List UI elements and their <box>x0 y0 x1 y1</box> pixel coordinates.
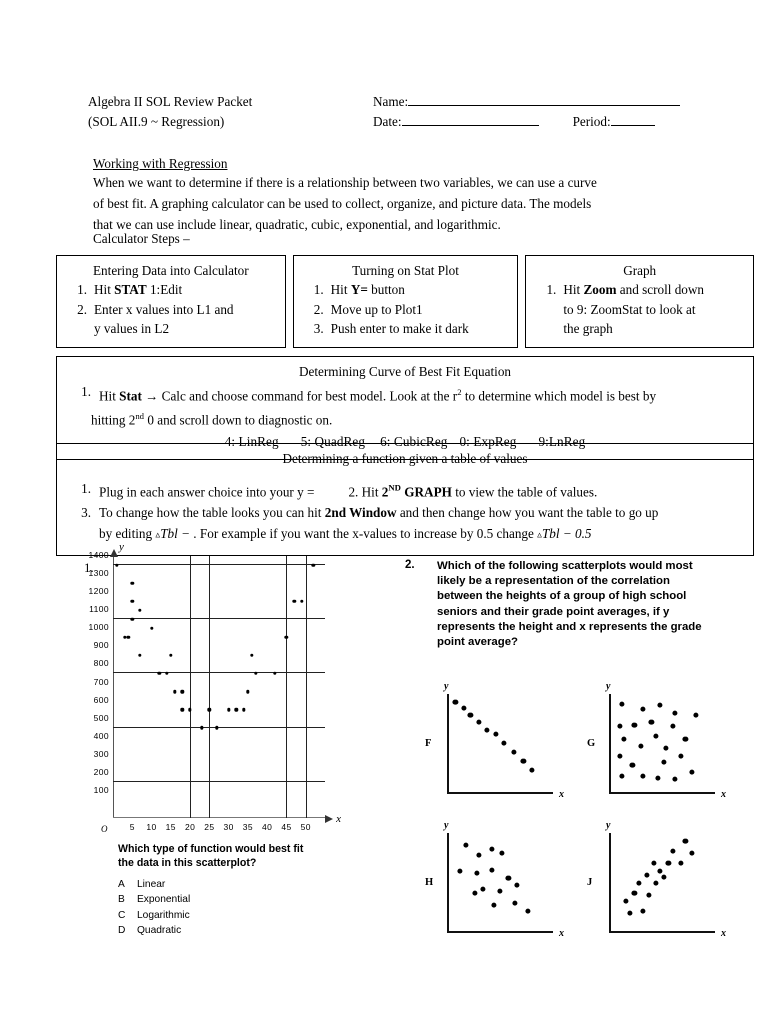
data-point <box>678 860 683 865</box>
data-point <box>453 699 458 704</box>
best-fit-title: Determining Curve of Best Fit Equation <box>298 364 512 379</box>
box-entering-data <box>56 255 286 348</box>
data-point <box>457 868 462 873</box>
y-tick-label: 900 <box>93 640 109 651</box>
delta-icon: ▵ <box>155 530 161 541</box>
delta-tbl-2: Tbl − 0.5 <box>541 526 592 542</box>
data-point <box>476 719 481 724</box>
y-axis <box>609 833 611 933</box>
box-title: Graph <box>623 263 657 278</box>
step-keyword: Y= <box>350 282 368 297</box>
data-point <box>285 636 288 639</box>
choice-letter: C <box>118 909 126 921</box>
step-number: 1. <box>546 282 557 297</box>
y-axis <box>609 694 611 794</box>
period-field[interactable] <box>611 112 655 126</box>
list-item <box>300 300 512 320</box>
data-point <box>468 712 473 717</box>
y-axis-arrow-icon <box>110 549 118 557</box>
step-text <box>94 300 279 320</box>
step-text <box>94 280 279 300</box>
intro-line-2: of best fit. A graphing calculator can be used to collect, organize, and picture data. The models <box>93 196 592 211</box>
data-point <box>672 776 677 781</box>
step-number: 2. <box>313 301 324 317</box>
step-number: 1. <box>81 481 91 496</box>
y-tick-label: 500 <box>93 712 109 723</box>
x-tick-label: 5 <box>129 822 135 832</box>
y-tick-label: 1200 <box>88 586 109 597</box>
ordinal-sup: nd <box>135 411 145 422</box>
data-point <box>188 708 191 711</box>
list-item <box>300 319 512 339</box>
ordinal-sup: ND <box>388 483 401 493</box>
data-point <box>472 890 477 895</box>
box-stat-plot <box>293 255 519 348</box>
step-text <box>99 502 658 523</box>
calculator-steps-boxes <box>56 255 754 348</box>
step-pre: Plug in each answer choice into your y = <box>99 484 315 500</box>
y-axis <box>447 833 449 933</box>
date-field[interactable] <box>402 112 539 126</box>
question-1-scatterplot <box>88 541 341 834</box>
data-point <box>169 654 172 657</box>
name-label: Name: <box>373 94 409 109</box>
name-field[interactable] <box>408 92 680 106</box>
data-point <box>150 627 153 630</box>
step-mid: → Calc and choose command for best model. Look at the r <box>141 388 458 404</box>
choice-a[interactable] <box>118 877 343 892</box>
step-number: 1. <box>81 384 91 399</box>
data-point <box>525 908 530 913</box>
data-point <box>165 672 168 675</box>
step-text: Move up to Plot1 <box>330 301 423 317</box>
data-point <box>689 769 694 774</box>
box-title: Turning on Stat Plot <box>352 263 459 278</box>
option-letter: J <box>587 877 593 888</box>
y-axis <box>113 556 114 818</box>
choice-letter: B <box>118 894 125 906</box>
step-pre: hitting 2 <box>91 412 136 428</box>
data-point <box>645 872 650 877</box>
option-letter: F <box>425 738 432 749</box>
step-pre: by editing <box>99 526 156 542</box>
step-pre: To change how the table looks you can hit <box>99 505 325 521</box>
y-tick-label: 1400 <box>88 550 109 561</box>
step-text: Push enter to make it dark <box>330 321 469 336</box>
gridline-vertical <box>190 556 191 818</box>
y-tick-label: 100 <box>93 784 109 795</box>
data-point <box>653 733 658 738</box>
data-point <box>181 690 184 693</box>
reg-expreg: 0: ExpReg <box>459 433 517 449</box>
data-point <box>215 726 218 729</box>
step-keyword: Zoom <box>583 282 617 297</box>
packet-title-line2: (SOL AII.9 ~ Regression) <box>88 114 225 129</box>
prompt-line-2: the data in this scatterplot? <box>118 856 257 869</box>
box-table-of-values <box>56 443 754 556</box>
data-point <box>693 712 698 717</box>
delta-tbl-1: Tbl − <box>160 526 190 542</box>
gridline-horizontal <box>113 672 325 673</box>
prompt-line-1: Which type of function would best fit <box>118 843 304 855</box>
x-tick-label: 15 <box>165 822 176 832</box>
data-point <box>131 599 134 602</box>
y-tick-label: 800 <box>93 658 109 669</box>
step-text <box>99 382 656 406</box>
step-number: 1. <box>313 282 324 297</box>
step-post: 0 and scroll down to diagnostic on. <box>144 412 333 428</box>
data-point <box>683 838 688 843</box>
option-j-scatterplot[interactable] <box>587 820 726 939</box>
step-keyword-2: GRAPH <box>400 484 452 500</box>
data-point <box>617 723 622 728</box>
data-point <box>491 902 496 907</box>
x-axis-label: x <box>721 789 726 800</box>
data-point <box>461 705 466 710</box>
gridline-horizontal <box>113 727 325 728</box>
step-mid: 2. Hit <box>348 484 382 500</box>
x-axis-label: x <box>721 928 726 939</box>
data-point <box>489 846 494 851</box>
data-point <box>489 867 494 872</box>
option-letter: G <box>587 738 596 749</box>
step-pre: Hit <box>330 282 351 297</box>
data-point <box>200 726 203 729</box>
data-point <box>521 758 526 763</box>
step-pre: Hit <box>94 282 115 297</box>
x-tick-label: 30 <box>223 822 234 832</box>
data-point <box>131 581 134 584</box>
data-point <box>689 850 694 855</box>
data-point <box>506 875 511 880</box>
data-point <box>640 706 645 711</box>
x-tick-label: 35 <box>242 822 254 832</box>
data-point <box>670 723 675 728</box>
data-point <box>619 701 624 706</box>
data-point <box>514 882 519 887</box>
x-axis-label: x <box>559 789 564 800</box>
y-tick-label: 300 <box>93 748 109 759</box>
reg-cubicreg: 6: CubicReg <box>380 433 448 449</box>
data-point <box>115 563 118 566</box>
data-point <box>678 753 683 758</box>
data-point <box>480 886 485 891</box>
best-fit-step-1-cont <box>65 406 745 430</box>
step-pre: Hit <box>563 282 584 297</box>
data-point <box>632 722 637 727</box>
list-item <box>63 300 279 320</box>
choice-text: Linear <box>137 879 166 890</box>
r-squared-exponent: 2 <box>457 387 462 397</box>
data-point <box>512 900 517 905</box>
question-1-choices <box>118 877 343 939</box>
y-tick-label: 400 <box>93 730 109 741</box>
data-point <box>476 852 481 857</box>
step-post: to determine which model is best by <box>461 388 657 404</box>
step-number: 2. <box>77 301 87 317</box>
best-fit-step-1 <box>65 382 745 406</box>
data-point <box>617 753 622 758</box>
choice-c[interactable] <box>118 908 343 923</box>
list-item <box>63 280 279 300</box>
intro-line-3: that we can use include linear, quadratic, cubic, exponential, and logarithmic. <box>93 217 501 232</box>
data-point <box>670 848 675 853</box>
y-tick-label: 700 <box>93 676 109 687</box>
option-f-scatterplot[interactable] <box>425 681 564 800</box>
question-1-number: 1. <box>84 560 94 575</box>
step-keyword: STAT <box>114 282 147 297</box>
y-tick-label: 200 <box>93 766 109 777</box>
data-point <box>623 898 628 903</box>
data-point <box>662 759 667 764</box>
data-point <box>636 880 641 885</box>
x-axis <box>447 931 553 933</box>
question-2-number: 2. <box>405 559 415 571</box>
data-point <box>502 740 507 745</box>
gridline-vertical <box>209 556 210 818</box>
data-point <box>474 870 479 875</box>
x-axis <box>447 792 553 794</box>
y-axis <box>447 694 449 794</box>
x-tick-label: 20 <box>184 822 196 832</box>
data-point <box>653 880 658 885</box>
date-label: Date: <box>373 114 402 129</box>
x-axis <box>609 931 715 933</box>
data-point <box>273 672 276 675</box>
y-axis-label: y <box>444 681 449 692</box>
data-point <box>628 910 633 915</box>
step-post: 1:Edit <box>146 282 183 297</box>
data-point <box>657 702 662 707</box>
gridline-vertical <box>306 556 307 818</box>
reg-quadreg: 5: QuadReg <box>300 433 366 449</box>
gridline-vertical <box>286 556 287 818</box>
x-tick-label: 25 <box>204 822 215 832</box>
data-point <box>173 690 176 693</box>
choice-text: Quadratic <box>137 925 182 937</box>
gridline-horizontal <box>113 618 325 619</box>
data-point <box>647 892 652 897</box>
data-point <box>683 736 688 741</box>
data-point <box>292 599 295 602</box>
data-point <box>497 888 502 893</box>
step-text <box>331 280 512 300</box>
data-point <box>227 708 230 711</box>
step-text <box>99 478 597 502</box>
step-keyword: 2 <box>381 484 389 500</box>
step-mid: . For example if you want the x-values to increase by 0.5 change <box>190 526 538 542</box>
data-point <box>138 654 141 657</box>
step-continuation: y values in L2 <box>94 321 170 336</box>
calculator-steps-label: Calculator Steps – <box>93 231 190 246</box>
step-number: 3. <box>81 505 91 521</box>
table-values-step-3-cont <box>65 523 745 546</box>
step-continuation: to 9: ZoomStat to look at <box>563 301 696 317</box>
gridline-horizontal <box>113 781 325 782</box>
list-item <box>300 280 512 300</box>
data-point <box>235 708 238 711</box>
data-point <box>662 874 667 879</box>
data-point <box>649 719 654 724</box>
x-tick-label: 50 <box>300 822 311 832</box>
step-keyword: Stat <box>119 388 142 404</box>
table-values-title: Determining a function given a table of values <box>282 451 528 466</box>
data-point <box>131 618 134 621</box>
data-point <box>632 890 637 895</box>
data-point <box>672 710 677 715</box>
data-point <box>666 860 671 865</box>
y-axis-label: y <box>444 820 449 831</box>
gridline-horizontal <box>113 564 325 565</box>
data-point <box>254 672 257 675</box>
choice-text: Exponential <box>137 894 191 906</box>
data-point <box>246 690 249 693</box>
choice-letter: D <box>118 925 126 937</box>
box-title: Entering Data into Calculator <box>93 263 249 278</box>
step-pre: Enter x values into L1 and <box>94 301 234 317</box>
period-label: Period: <box>572 114 611 129</box>
delta-icon-2: ▵ <box>537 530 542 541</box>
data-point <box>485 727 490 732</box>
data-point <box>138 609 141 612</box>
intro-section <box>93 156 693 235</box>
x-axis-label: x <box>336 813 341 825</box>
y-axis-label: y <box>119 541 124 553</box>
step-keyword: 2nd Window <box>324 505 397 521</box>
data-point <box>312 563 315 566</box>
document-header <box>88 92 698 132</box>
x-axis-arrow-icon <box>325 815 333 823</box>
data-point <box>664 745 669 750</box>
data-point <box>529 767 534 772</box>
choice-text: Logarithmic <box>137 909 190 921</box>
step-pre: Hit <box>99 388 120 404</box>
option-h-scatterplot[interactable] <box>425 820 564 939</box>
choice-letter: A <box>118 879 125 890</box>
data-point <box>619 773 624 778</box>
step-number: 1. <box>77 282 87 297</box>
x-axis-label: x <box>559 928 564 939</box>
data-point <box>621 736 626 741</box>
y-tick-label: 1100 <box>89 604 109 615</box>
data-point <box>640 908 645 913</box>
origin-label: O <box>101 824 108 834</box>
x-tick-label: 45 <box>281 822 292 832</box>
step-post: to view the table of values. <box>451 484 598 500</box>
intro-heading: Working with Regression <box>93 156 228 171</box>
reg-linreg: 4: LinReg <box>224 433 279 449</box>
choice-d[interactable] <box>118 923 343 938</box>
data-point <box>657 868 662 873</box>
y-axis-label: y <box>606 681 611 692</box>
list-item <box>532 280 747 300</box>
data-point <box>242 708 245 711</box>
reg-lnreg: 9:LnReg <box>538 433 586 449</box>
question-2-prompt: Which of the following scatterplots would most likely be a representation of the correlation between the heights of a group of high school seniors and their grade point averages, if y represents the height and x represents the grade point average? <box>437 560 702 649</box>
y-tick-label: 1300 <box>88 568 109 579</box>
step-text <box>563 280 747 300</box>
question-1-prompt <box>118 843 343 870</box>
step-continuation-2: the graph <box>563 321 613 336</box>
data-point <box>300 599 303 602</box>
packet-title-line1: Algebra II SOL Review Packet <box>88 94 253 109</box>
data-point <box>655 775 660 780</box>
data-point <box>181 708 184 711</box>
intro-line-1: When we want to determine if there is a relationship between two variables, we can use a curve <box>93 175 597 190</box>
data-point <box>630 762 635 767</box>
step-post: and scroll down <box>616 282 705 297</box>
data-point <box>651 860 656 865</box>
x-tick-label: 10 <box>146 822 157 832</box>
y-tick-label: 1000 <box>88 622 109 633</box>
data-point <box>500 850 505 855</box>
data-point <box>158 672 161 675</box>
x-tick-label: 40 <box>262 822 273 832</box>
step-post: button <box>367 282 405 297</box>
data-point <box>511 749 516 754</box>
x-axis <box>609 792 715 794</box>
data-point <box>127 636 130 639</box>
table-values-step-3 <box>65 502 745 523</box>
data-point <box>463 842 468 847</box>
y-tick-label: 600 <box>93 694 109 705</box>
y-axis-label: y <box>606 820 611 831</box>
table-values-step-1 <box>65 478 745 502</box>
option-letter: H <box>425 877 434 888</box>
data-point <box>638 743 643 748</box>
option-g-scatterplot[interactable] <box>587 681 726 800</box>
data-point <box>493 731 498 736</box>
x-axis <box>113 817 325 818</box>
box-graph <box>525 255 754 348</box>
data-point <box>640 773 645 778</box>
step-post: and then change how you want the table to go up <box>396 505 659 521</box>
choice-b[interactable] <box>118 892 343 907</box>
data-point <box>250 654 253 657</box>
data-point <box>208 708 211 711</box>
step-number: 3. <box>313 321 324 336</box>
